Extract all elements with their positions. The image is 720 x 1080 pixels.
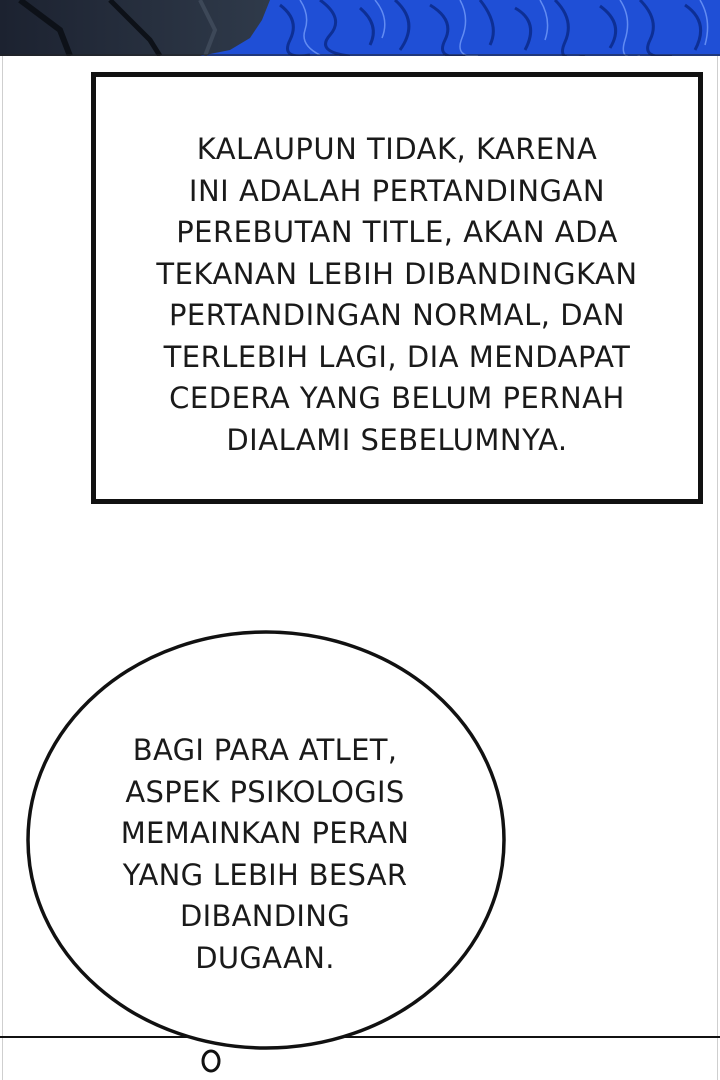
bubble-tail-circle [203, 1051, 219, 1071]
narration-line: PERTANDINGAN NORMAL, DAN [168, 298, 626, 332]
bubble-line: ASPEK PSIKOLOGIS [125, 774, 405, 809]
narration-line: TEKANAN LEBIH DIBANDINGKAN [156, 256, 638, 291]
bubble-line: YANG LEBIH BESAR [122, 857, 408, 892]
narration-box [91, 72, 703, 504]
narration-line: KALAUPUN TIDAK, KARENA [196, 132, 598, 166]
narration-line: TERLEBIH LAGI, DIA MENDAPAT [163, 339, 631, 374]
speech-bubble-text [90, 730, 440, 979]
bubble-line: DUGAAN. [195, 940, 335, 975]
narration-line: INI ADALAH PERTANDINGAN [188, 173, 606, 208]
bubble-line: MEMAINKAN PERAN [120, 816, 410, 850]
blue-texture-artwork [0, 0, 720, 56]
bubble-line: BAGI PARA ATLET, [132, 733, 398, 767]
top-artwork-panel [0, 0, 720, 56]
narration-line: CEDERA YANG BELUM PERNAH [169, 381, 625, 415]
narration-line: DIALAMI SEBELUMNYA. [226, 422, 568, 457]
narration-line: PEREBUTAN TITLE, AKAN ADA [176, 215, 618, 249]
bubble-line: DIBANDING [179, 899, 351, 933]
narration-text [96, 129, 698, 461]
